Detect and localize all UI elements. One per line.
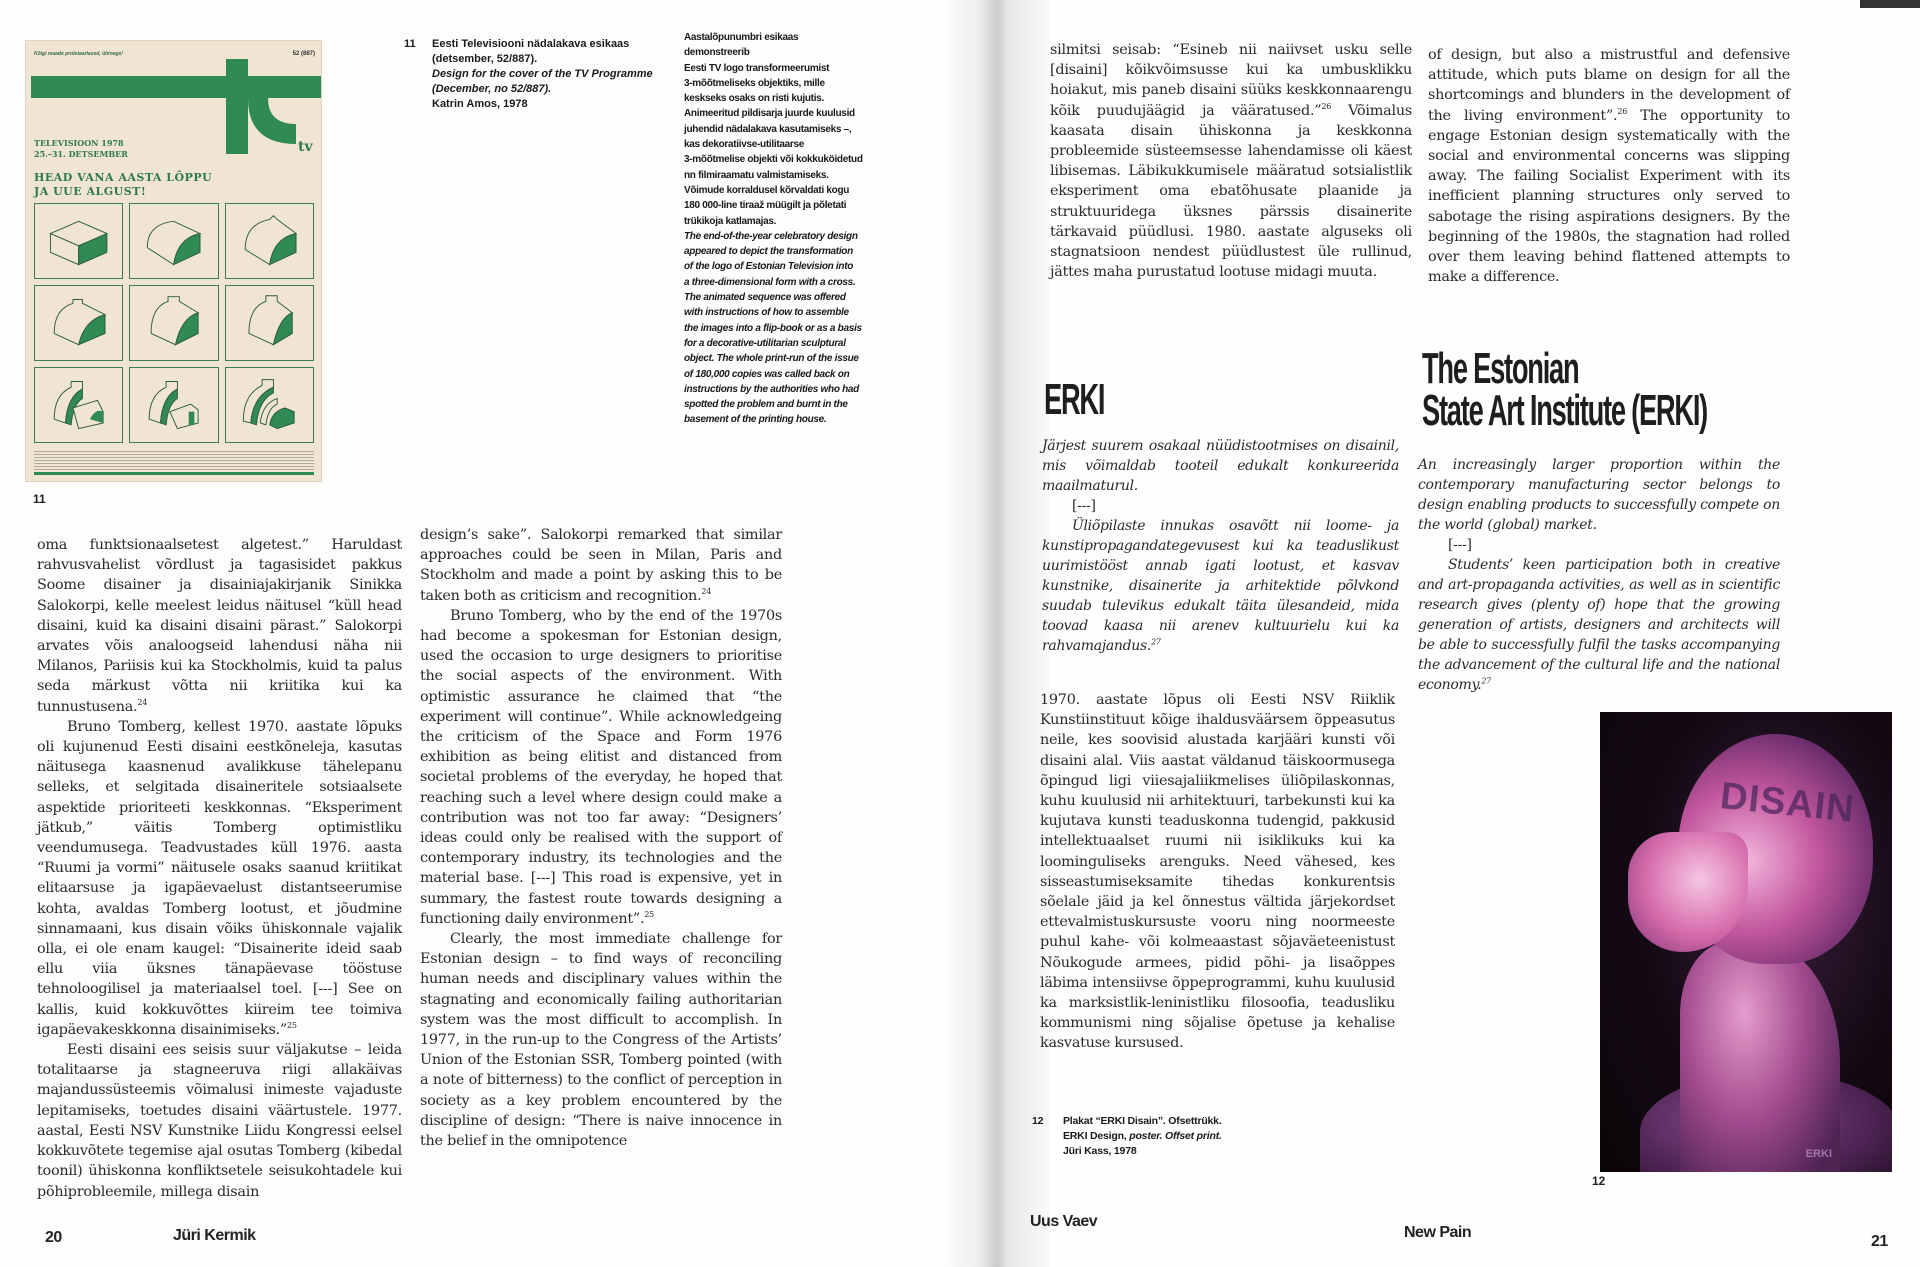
poster-title-line: TELEVISIOON 1978: [34, 138, 124, 148]
paragraph: Bruno Tomberg, kellest 1970. aastate lõpuks oli kujunenud Eesti disaini eestkõneleja, kasutas näitusega kaasnenud avalikkuse tähelepanu selleks, et selgitada disaineritele sotsiaalsete aspektide prioriteeti keskkonnas. “Eksperiment jätkub,” väitis Tomberg optimistliku veendumusega. Teadvustades küll 1976. aasta “Ruumi ja vormi” näitusele osaks saanud kriitikat elitaarsuse ja igapäevaelust distantseerumise kohta, avaldas Tomberg lootust, et jõudmine sinnamaani, kus disain võiks ühiskonnale vajalik olla, ei ole enam kaugel: “Disainerite ideid saab ellu viia üksnes tänapäevase tööstuse tehnoloogilisel ja materiaalsel toel. [---] See on kallis, kuid kokkuvõttes kiireim tee toimiva igapäevakeskkonna disainimiseks.”$^{25}$: [37, 718, 402, 1038]
side-caption-line: object. The whole print-run of the issue: [684, 353, 859, 365]
poster-neck: [1680, 942, 1840, 1172]
figure-11-number: 11: [33, 492, 46, 506]
poster-issue-number: 52 (887): [292, 51, 315, 57]
caption-et-line: Plakat “ERKI Disain”. Ofsettrükk.: [1063, 1115, 1222, 1127]
page-edge-mark: [1860, 0, 1920, 8]
heading-line: The Estonian: [1422, 344, 1579, 393]
caption-en-line: Design for the cover of the TV Programme: [432, 68, 653, 80]
side-caption-line: The animated sequence was offered: [684, 292, 846, 304]
frame-cross-2: [129, 285, 218, 361]
poster-green-band: [31, 76, 231, 98]
side-caption-line: a three-dimensional form with a cross.: [684, 276, 856, 288]
paragraph: of design, but also a mistrustful and defensive attitude, which puts blame on design for all the shortcomings and blunders in the development of the living environment”.$^{26}$ The opportunity to engage Estonian design systematically with the social and environmental concerns was slipping away. The failing Socialist Experiment with its inefficient planning structures only served to sabotage the rising aspirations designers. By the beginning of the 1980s, the stagnation had rolled over them leaving behind flattened attempts to make a difference.: [1428, 47, 1790, 286]
side-caption-line: basement of the printing house.: [684, 414, 827, 426]
quote-paragraph: Üliõpilaste innukas osavõtt nii loome- ja kunstipropagandategevusest kui ka teaduslikust uurimistööst annab igati lootust, et kasvav kunstnike, disainerite ja arhitektide põlvkond suudab tulevikus edukalt täita ülesandeid, mida toovad kaasa nii arenev kultuurielu kui ka rahvamajandus.$^{27}$: [1042, 518, 1399, 654]
paragraph: 1970. aastate lõpus oli Eesti NSV Riiklik Kunstiinstituut kõige ihaldusväärsem õppeasutus neile, kes soovisid alustada karjääri kunsti või disaini alal. Viis aastat väldanud täiskoormusega õpingud ligi viiesajaliikmelises üliõpilaskonnas, kuhu kuulusid nii arhitektuuri, tarbekunsti kui ka kujutava kunsti teaduskonna tudengid, pakkusid intellektuaalset ruumi nii isiklikuks kui ka loominguliseks arenguks. Need vähesed, kes sisseastumiseksamite tihedas konkurentsis sõelale jäid ja kel õnnestus vältida järjekordset ettevalmistuskursuste vooru ning noormeeste puhul kahe- või kolmeaastast sõjaväeteenistust Nõukogude armees, pidid põhi- ja lisaõppes läbima intensiivse õppeprogrammi, kuhu kuulusid ka marksistlik-leninistliku filosoofia, teadusliku kommunismi ning sõjalise õpetuse ja kehalise kasvatuse kursused.: [1040, 692, 1395, 1052]
frame-cross-3: [225, 285, 314, 361]
running-footer-section-en: New Pain: [1404, 1224, 1472, 1241]
quote-block-et: [1042, 436, 1399, 656]
right-column-english: [1428, 45, 1790, 287]
page-number-right: 21: [1871, 1233, 1888, 1250]
side-caption-line: The end-of-the-year celebratory design: [684, 230, 858, 242]
side-caption-line: 3-mõõtmeliseks objektiks, mille: [684, 77, 825, 89]
side-caption-line: juhendid nädalakava kasutamiseks –,: [684, 123, 852, 135]
footnote-ref[interactable]: 24: [701, 586, 712, 596]
side-caption-line: Eesti TV logo transformeerumist: [684, 62, 830, 74]
side-caption-et: [684, 30, 864, 229]
paragraph: Bruno Tomberg, who by the end of the 1970s had become a spokesman for Estonian design, used the occasion to urge designers to prioritise the social aspects of the environment. With optimistic assurance he claimed that “the experiment will continue”. While acknowledgeing the criticism of the Space and Form 1976 exhibition as being elitist and distanced from societal problems of the everyday, he hoped that reaching such a level where design could make a contribution was not too far away: “Designers’ ideas could only be realised with the support of contemporary industry, its technologies and the material base. [---] This road is expensive, yet in summary, the fastest route towards designing a functioning daily environment”.$^{25}$: [420, 607, 782, 927]
frame-cube: [34, 203, 123, 279]
section-heading-en: [1422, 344, 1708, 435]
right-column-estonian: [1050, 40, 1412, 282]
quote-block-en: [1418, 455, 1780, 695]
left-column-english: [420, 525, 782, 1151]
side-caption-line: keskseks osaks on risti kujutis.: [684, 93, 824, 105]
poster-title: [34, 138, 128, 160]
frame-split-1: [34, 367, 123, 443]
figure-12-caption: [1032, 1114, 1263, 1159]
footnote-ref[interactable]: 25: [644, 910, 655, 920]
caption-et-line: (detsember, 52/887).: [432, 53, 538, 65]
side-caption-line: trükikoja katlamajas.: [684, 215, 777, 227]
poster-disain-text: DISAIN: [1718, 775, 1857, 831]
caption-en-line: (December, no 52/887).: [432, 83, 552, 95]
poster-headline: [34, 171, 212, 199]
poster-headline-line: HEAD VANA AASTA LÕPPU: [34, 171, 213, 184]
side-caption-line: 3-mõõtmelise objekti või kokkuköidetud: [684, 154, 863, 166]
caption-et-line: Eesti Televisiooni nädalakava esikaas: [432, 38, 630, 50]
tv-logo-label: tv: [298, 139, 313, 154]
frame-cross-1: [34, 285, 123, 361]
ellipsis-mark: [---]: [1448, 537, 1472, 553]
poster-frame-grid: [34, 203, 314, 443]
section-heading-et: ERKI: [1044, 375, 1105, 424]
caption-credit: Jüri Kass, 1978: [1063, 1145, 1137, 1157]
side-caption-line: of 180,000 copies was called back on: [684, 368, 850, 380]
frame-split-2: [129, 367, 218, 443]
footnote-ref[interactable]: 26: [1321, 101, 1332, 111]
side-caption-line: instructions by the authorities who had: [684, 383, 859, 395]
footnote-ref[interactable]: 25: [287, 1021, 297, 1031]
ellipsis-mark: [---]: [1072, 498, 1096, 514]
footnote-ref[interactable]: 27: [1481, 676, 1491, 686]
figure-11-tv-cover: [25, 40, 322, 482]
running-footer-section-et: Uus Vaev: [1030, 1213, 1098, 1230]
side-caption-line: Animeeritud pildisarja juurde kuulusid: [684, 108, 855, 120]
footnote-ref[interactable]: 26: [1617, 106, 1628, 116]
page-number-left: 20: [45, 1229, 62, 1246]
quote-paragraph: Students’ keen participation both in creative and art-propaganda activities, as well as in scientific research gives (plenty of) hope that the growing generation of artists, designers and architects will be able to successfully fulfil the tasks accompanying the advancement of the cultural life and the national economy.$^{27}$: [1418, 557, 1780, 693]
side-caption-line: Aastalõpunumbri esikaas demonstreerib: [684, 32, 799, 59]
side-caption-line: spotted the problem and burnt in the: [684, 399, 848, 411]
side-caption-line: Võimude korraldusel kõrvaldati kogu: [684, 184, 850, 196]
caption-en-line: ERKI Design, poster. Offset print.: [1063, 1130, 1222, 1142]
poster-slogan: Kõigi maade proletaarlased, ühinege!: [34, 51, 123, 57]
side-caption-line: 180 000-line tiraaž müügilt ja põletati: [684, 200, 847, 212]
paragraph: silmitsi seisab: “Esineb nii naiivset usku selle [disaini] kõikvõimsusse kui ka umbusklikku hoiakut, mis paneb disaini süüks keskkonnaarengu kõik puudujäägid ja vääratused.”$^{26}$ Võimalus kaasata disain ühiskonna ja keskkonna probleemide süsteemsesse lahendamisse oli käest libisemas. Läbikukkumisele määratud sotsialistlik eksperiment oma ebatõhusate plaanide ja struktuuridega üksnes pärssis disainerite tärkavaid püüdlusi. 1980. aastate alguseks oli stagnatsioon nendest püüdlustest üle rullinud, jättes maha purustatud lootuse midagi muuta.: [1050, 42, 1412, 281]
side-caption-line: of the logo of Estonian Television into: [684, 261, 854, 273]
footnote-ref[interactable]: 24: [137, 697, 148, 707]
side-caption-en: [684, 229, 864, 428]
figure-11-side-caption: [684, 30, 864, 428]
heading-line: State Art Institute (ERKI): [1422, 386, 1708, 435]
paragraph: Eesti disaini ees seisis suur väljakutse – leida totalitaarse ja stagneeruva riigi allakäivas majandussüsteemis võimalusi inimeste vajaduste lepitamiseks, toetudes disaini väärtustele. 1977. aastal, Eesti NSV Kunstnike Liidu Kongressi eelsel kokkuvõtete tegemise ajal osutas Tomberg (kibedal toonil) ühiskonna konfliktsetele seisukohtadele kui põhiprobleemile, millega disain: [37, 1042, 402, 1200]
frame-split-3: [225, 367, 314, 443]
frame-curve-1: [129, 203, 218, 279]
quote-paragraph: An increasingly larger proportion within the contemporary manufacturing sector belongs to design enabling products to successfully compete on the world (global) market.: [1418, 457, 1780, 533]
paragraph: design’s sake”. Salokorpi remarked that similar approaches could be seen in Milan, Paris and Stockholm and made a point by asking this to be taken both as criticism and recognition.$^{24}$: [420, 527, 782, 604]
book-gutter: [940, 0, 1050, 1267]
figure-11-caption: [404, 37, 662, 112]
side-caption-line: for a decorative-utilitarian sculptural: [684, 337, 846, 349]
figure-12-erki-poster: [1600, 712, 1892, 1172]
side-caption-line: appeared to depict the transformation: [684, 246, 853, 258]
paragraph: oma funktsionaalsetest algetest.” Haruldast rahvusvahelist võrdlust ja tagasisidet pakkus Soome disainer ja disainiajakirjanik Sinikka Salokorpi, kelle meelest leidus näitusel “küll head disaini, kuid ka disaini disaini pärast.” Salokorpi arvates võis analoogseid lahendusi näha nii Milanos, Pariisis kui ka Stockholmis, kuid ta palus seda märkust võtta nii kriitika kui ka tunnustusena.$^{24}$: [37, 537, 402, 715]
caption-credit: Katrin Amos, 1978: [432, 98, 528, 110]
poster-headline-line: JA UUE ALGUST!: [34, 185, 147, 198]
running-footer-author: Jüri Kermik: [173, 1227, 256, 1244]
tv-logo-icon: [226, 59, 321, 154]
left-column-estonian: [37, 535, 402, 1202]
paragraph: Clearly, the most immediate challenge for Estonian design – to find ways of reconciling human needs and disciplinary values within the stagnating and economically failing authoritarian system was the most difficult to accomplish. In 1977, in the run-up to the Congress of the Artists’ Union of the Estonian SSR, Tomberg pointed (with a note of bitterness) to the conflict of perception in society as a key problem encountered by the discipline of design: “There is naive innocence in the belief in the omnipotence: [420, 931, 782, 1150]
figure-12-number: 12: [1592, 1174, 1606, 1188]
side-caption-line: the images into a flip-book or as a basis: [684, 322, 862, 334]
poster-fine-print: [34, 451, 314, 473]
footnote-ref[interactable]: 27: [1151, 637, 1161, 647]
side-caption-line: with instructions of how to assemble: [684, 307, 849, 319]
caption-number: 12: [1032, 1115, 1044, 1127]
side-caption-line: kas dekoratiivse-utilitaarse: [684, 139, 804, 151]
erki-body-text: [1040, 690, 1395, 1054]
poster-signature: ERKI: [1805, 1148, 1832, 1160]
poster-bottom-band: [34, 472, 314, 475]
quote-paragraph: Järjest suurem osakaal nüüdistootmises on disainil, mis võimaldab tooteil edukalt konkureerida maailmaturul.: [1042, 438, 1399, 494]
side-caption-line: nn filmiraamatu valmistamiseks.: [684, 169, 829, 181]
caption-number: 11: [404, 38, 416, 50]
poster-date-line: 25.–31. DETSEMBER: [34, 149, 128, 159]
frame-curve-2: [225, 203, 314, 279]
